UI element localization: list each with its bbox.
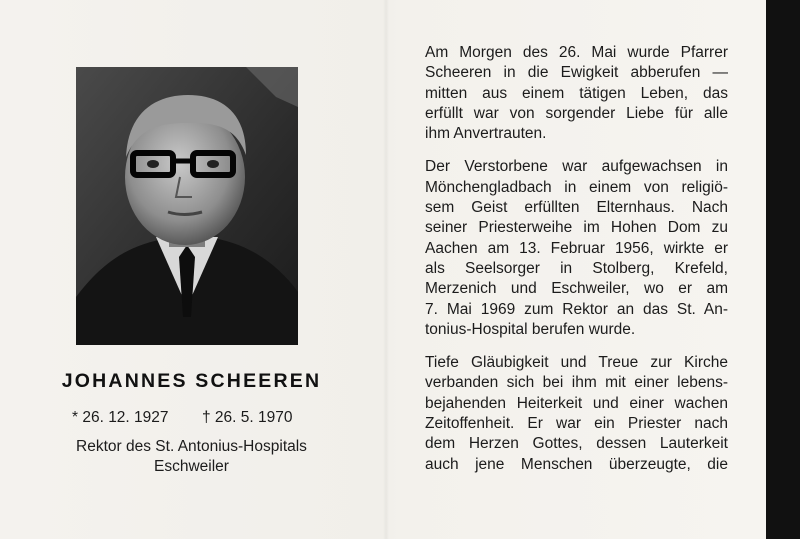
text-line: Aachen am 13. Februar 1956, wirkte er bbox=[425, 239, 728, 257]
paragraph bbox=[425, 353, 728, 475]
scan-edge bbox=[766, 0, 800, 539]
text-line: tonius-Hospital berufen wurde. bbox=[425, 320, 636, 338]
text-line: Zeitoffenheit. Er war ein Priester nach bbox=[425, 415, 728, 433]
text-line: Tiefe Gläubigkeit und Treue zur Kirche bbox=[425, 354, 728, 372]
text-line: erfüllt war von sorgender Liebe für alle bbox=[425, 104, 728, 122]
role-line: Eschweiler bbox=[154, 458, 229, 475]
role-line: Rektor des St. Antonius-Hospitals bbox=[76, 438, 307, 455]
portrait-image bbox=[76, 67, 298, 345]
text-line: Der Verstorbene war aufgewachsen in bbox=[425, 158, 728, 176]
text-line: als Seelsorger in Stolberg, Krefeld, bbox=[425, 259, 728, 277]
text-line: 7. Mai 1969 zum Rektor an das St. An- bbox=[425, 300, 728, 318]
text-line: seiner Priesterweihe im Hohen Dom zu bbox=[425, 219, 728, 237]
text-line: mitten aus einem tätigen Leben, das bbox=[425, 84, 728, 102]
text-line: auch jene Menschen überzeugte, die bbox=[425, 455, 728, 473]
text-line: sem Geist erfüllten Elternhaus. Nach bbox=[425, 199, 728, 217]
death-date: † 26. 5. 1970 bbox=[202, 409, 293, 426]
paragraph bbox=[425, 157, 728, 340]
text-line: Mönchengladbach in einem von religiö- bbox=[425, 178, 728, 196]
text-line: Am Morgen des 26. Mai wurde Pfarrer bbox=[425, 44, 728, 61]
text-line: Scheeren in die Ewigkeit abberufen — bbox=[425, 64, 728, 82]
text-line: ihm Anvertrauten. bbox=[425, 125, 547, 143]
birth-date: * 26. 12. 1927 bbox=[72, 409, 169, 426]
biography-text bbox=[425, 43, 728, 488]
role-text bbox=[0, 437, 383, 477]
text-line: verbanden sich bei ihm mit einer lebens- bbox=[425, 374, 728, 392]
portrait-photo bbox=[76, 67, 298, 345]
paragraph bbox=[425, 43, 728, 144]
text-line: bejahenden Heiterkeit und einer wachen bbox=[425, 394, 728, 412]
text-line: dem Herzen Gottes, dessen Lauterkeit bbox=[425, 435, 728, 453]
deceased-name: JOHANNES SCHEEREN bbox=[61, 370, 322, 392]
card-fold bbox=[383, 0, 389, 539]
text-line: Merzenich und Eschweiler, wo er am bbox=[425, 280, 728, 298]
